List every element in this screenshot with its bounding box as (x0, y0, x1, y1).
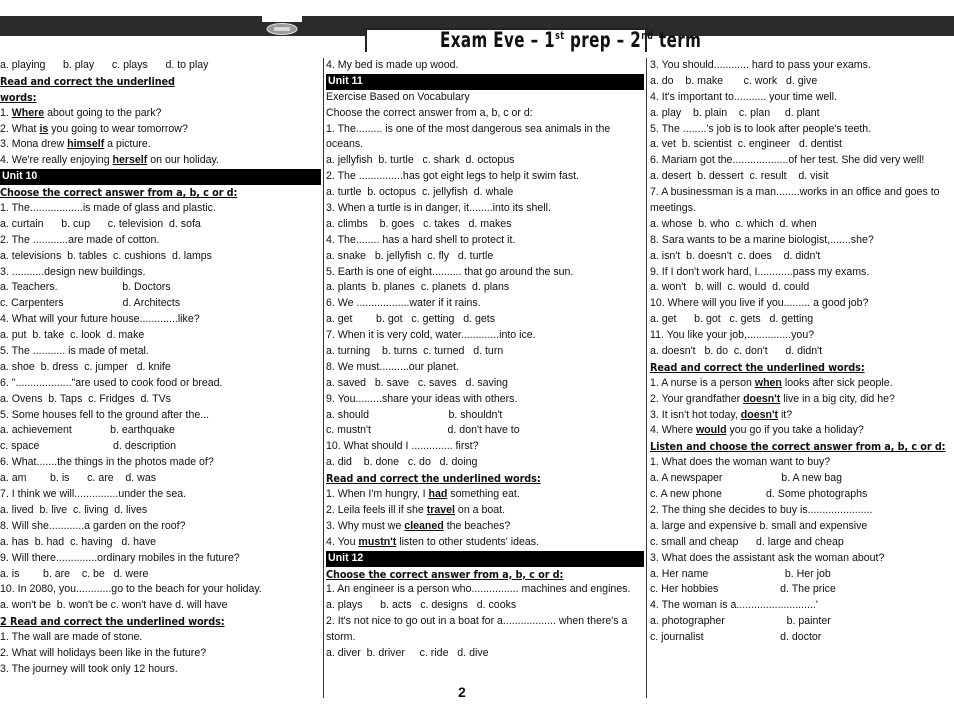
item-text: 1. (0, 106, 12, 119)
item-text: 2. Leila feels ill if she (326, 503, 427, 516)
text-line: 3. You should............ hard to pass your exams. (650, 59, 871, 71)
text-line: 5. The ........... is made of metal. (0, 345, 149, 358)
page-title: Exam Eve – 1st prep – 2nd term (440, 28, 702, 52)
text-line: 4. The woman is a...........................' (650, 599, 818, 612)
text-line: 3. What does the assistant ask the woman about? (650, 551, 885, 564)
text-line: Exercise Based on Vocabulary (326, 90, 470, 103)
correction-item (0, 153, 321, 169)
text-line: 4. The........ has a hard shell to protect it. (326, 233, 516, 246)
text-line: a. won't b. will c. would d. could (650, 281, 810, 294)
text-line: 5. Earth is one of eight.......... that go around the sun. (326, 265, 574, 278)
section-heading: Listen and choose the correct answer from a, b, c or d: (650, 440, 946, 454)
underlined-word: when (754, 376, 782, 389)
item-text: you go if you take a holiday? (726, 424, 864, 437)
text-line: storm. (326, 631, 356, 644)
text-line: a. isn't b. doesn't c. does d. didn't (650, 249, 821, 262)
text-line: a. get b. got c. gets d. getting (650, 313, 814, 326)
left-column (0, 58, 321, 678)
text-line: 2. The ...............has got eight legs to help it swim fast. (326, 170, 579, 183)
text-line: 10. Where will you live if you......... a good job? (650, 297, 869, 310)
text-line: a. desert b. dessert c. result d. visit (650, 170, 829, 183)
text-line: 3. The journey will took only 12 hours. (0, 662, 178, 675)
text-line: a. has b. had c. having d. have (0, 535, 157, 548)
text-line: 2. What will holidays been like in the future? (0, 646, 207, 659)
underlined-word: doesn't (740, 408, 778, 421)
correction-item (326, 535, 644, 551)
item-text: 3. Mona drew (0, 138, 68, 151)
text-line: a. Ovens b. Taps c. Fridges d. TVs (0, 392, 171, 405)
text-line: 10. What should I .............. first? (326, 440, 479, 453)
text-line: a. photographer b. painter (650, 615, 831, 628)
text-line: c. A new phone d. Some photographs (650, 488, 868, 501)
correction-item (0, 122, 321, 138)
text-line: a. play b. plain c. plan d. plant (650, 106, 820, 119)
text-line: 1. The wall are made of stone. (0, 631, 143, 644)
text-line: a. whose b. who c. which d. when (650, 217, 817, 230)
text-line: 1. The......... is one of the most dangerous sea animals in the (326, 122, 611, 135)
text-line: 4. It's important to........... your time well. (650, 90, 837, 103)
text-line: a. did b. done c. do d. doing (326, 456, 478, 469)
text-line: 3. ...........design new buildings. (0, 265, 146, 278)
underlined-word: would (695, 424, 727, 437)
section-heading: Choose the correct answer from a, b, c or d: (326, 567, 564, 581)
middle-column (326, 58, 644, 662)
page-header (0, 0, 954, 56)
correction-item (650, 408, 954, 424)
text-line: a. won't be b. won't be c. won't have d. will have (0, 599, 228, 612)
text-line: c. small and cheap d. large and cheap (650, 535, 844, 548)
text-line: a. Her name b. Her job (650, 567, 831, 580)
item-text: a picture. (104, 138, 151, 151)
section-heading: Read and correct the underlined (0, 74, 175, 88)
text-line: 2. It's not nice to go out in a boat for a.................. when there's a (326, 615, 628, 628)
text-line: a. vet b. scientist c. engineer d. dentist (650, 138, 842, 151)
correction-item (326, 487, 644, 503)
item-text: 2. Your grandfather (650, 392, 744, 405)
text-line: a. large and expensive b. small and expensive (650, 519, 868, 532)
text-line: a. plants b. planes c. planets d. plans (326, 281, 510, 294)
text-line: 5. The ........'s job is to look after people's teeth. (650, 122, 872, 135)
underlined-word: had (428, 488, 448, 501)
text-line: a. get b. got c. getting d. gets (326, 313, 496, 326)
item-text: 1. A nurse is a person (650, 376, 755, 389)
text-line: a. is b. are c. be d. were (0, 567, 149, 580)
correction-item (326, 519, 644, 535)
underlined-word: doesn't (743, 392, 781, 405)
text-line: c. journalist d. doctor (650, 631, 822, 644)
text-line: a. jellyfish b. turtle c. shark d. octopus (326, 154, 515, 167)
text-line: a. curtain b. cup c. television d. sofa (0, 217, 201, 230)
text-line: 6. We ..................water if it rains. (326, 297, 481, 310)
text-line: 1. What does the woman want to buy? (650, 456, 831, 469)
underlined-word: travel (426, 503, 455, 516)
text-line: meetings. (650, 202, 696, 215)
correction-item (0, 106, 321, 122)
text-line: 9. Will there..............ordinary mobiles in the future? (0, 551, 240, 564)
underlined-word: mustn't (358, 535, 397, 548)
text-line: a. do b. make c. work d. give (650, 74, 818, 87)
underlined-word: himself (67, 138, 105, 151)
text-line: a. turning b. turns c. turned d. turn (326, 345, 504, 358)
item-text: listen to other students' ideas. (396, 535, 540, 548)
item-text: 4. You (326, 535, 359, 548)
text-line: a. Teachers. b. Doctors (0, 281, 171, 294)
text-line: a. turtle b. octopus c. jellyfish d. whale (326, 186, 514, 199)
underlined-word: is (39, 122, 49, 135)
correction-item (0, 137, 321, 153)
page-number: 2 (458, 684, 466, 700)
correction-item (650, 376, 954, 392)
text-line: a. achievement b. earthquake (0, 424, 175, 437)
text-line: a. should b. shouldn't (326, 408, 503, 421)
section-heading: Read and correct the underlined words: (326, 472, 541, 486)
column-divider-right (646, 58, 647, 698)
text-line: 4. What will your future house.............like? (0, 313, 200, 326)
text-line: a. A newspaper b. A new bag (650, 472, 842, 485)
text-line: c. Carpenters d. Architects (0, 297, 181, 310)
item-text: on a boat. (454, 503, 506, 516)
unit-heading: Unit 12 (326, 551, 644, 567)
text-line: 2. The ............are made of cotton. (0, 233, 160, 246)
unit-heading: Unit 10 (0, 169, 321, 185)
item-text: on our holiday. (147, 154, 219, 167)
text-line: 7. A businessman is a man........works in an office and goes to (650, 186, 940, 199)
text-line: 7. I think we will...............under the sea. (0, 488, 187, 501)
text-line: 2. The thing she decides to buy is...................... (650, 503, 873, 516)
text-line: a. put b. take c. look d. make (0, 329, 145, 342)
item-text: the beaches? (443, 519, 511, 532)
text-line: a. diver b. driver c. ride d. dive (326, 646, 489, 659)
item-text: 3. Why must we (326, 519, 405, 532)
text-line: 3. When a turtle is in danger, it........into its shell. (326, 202, 551, 215)
item-text: about going to the park? (44, 106, 162, 119)
correction-item (326, 503, 644, 519)
text-line: a. saved b. save c. saves d. saving (326, 376, 508, 389)
underlined-word: herself (112, 154, 148, 167)
underlined-word: cleaned (404, 519, 444, 532)
text-line: 10. In 2080, you............go to the beach for your holiday. (0, 583, 262, 596)
text-line: oceans. (326, 138, 364, 151)
text-line: 6. Mariam got the...................of her test. She did very well! (650, 154, 925, 167)
item-text: 4. We're really enjoying (0, 154, 113, 167)
item-text: 2. What (0, 122, 40, 135)
text-line: 8. Sara wants to be a marine biologist,.......she? (650, 233, 874, 246)
item-text: looks after sick people. (781, 376, 893, 389)
text-line: a. televisions b. tables c. cushions d. lamps (0, 249, 212, 262)
text-line: 9. You.........share your ideas with others. (326, 392, 518, 405)
item-text: 3. It isn't hot today, (650, 408, 741, 421)
text-line: 7. When it is very cold, water.............into ice. (326, 329, 536, 342)
item-text: live in a big city, did he? (780, 392, 895, 405)
text-line: 9. If I don't work hard, I............pass my exams. (650, 265, 870, 278)
text-line: 1. An engineer is a person who................ machines and engines. (326, 583, 631, 596)
text-line: Choose the correct answer from a, b, c or d: (326, 106, 533, 119)
text-line: a. shoe b. dress c. jumper d. knife (0, 360, 171, 373)
text-line: c. Her hobbies d. The price (650, 583, 836, 596)
text-line: a. doesn't b. do c. don't d. didn't (650, 345, 823, 358)
item-text: something eat. (447, 488, 520, 501)
unit-heading: Unit 11 (326, 74, 644, 90)
text-line: 4. My bed is made up wood. (326, 59, 459, 71)
text-line: 1. The..................is made of glass and plastic. (0, 202, 216, 215)
text-line: c. space d. description (0, 440, 177, 453)
text-line: c. mustn't d. don't have to (326, 424, 520, 437)
right-column (650, 58, 954, 646)
text-line: 8. We must..........our planet. (326, 360, 459, 373)
section-heading: Read and correct the underlined words: (650, 360, 865, 374)
item-text: you going to wear tomorrow? (48, 122, 188, 135)
text-line: 11. You like your job,...............you? (650, 329, 815, 342)
text-line: 8. Will she............a garden on the roof? (0, 519, 186, 532)
correction-item (650, 423, 954, 439)
underlined-word: Where (11, 106, 45, 119)
correction-item (650, 392, 954, 408)
text-line: a. climbs b. goes c. takes d. makes (326, 217, 512, 230)
text-line: a. snake b. jellyfish c. fly d. turtle (326, 249, 494, 262)
item-text: 1. When I'm hungry, I (326, 488, 429, 501)
item-text: 4. Where (650, 424, 696, 437)
text-line: a. lived b. live c. living d. lives (0, 503, 148, 516)
section-heading: 2 Read and correct the underlined words: (0, 615, 225, 629)
text-line: a. playing b. play c. plays d. to play (0, 59, 209, 71)
text-line: 5. Some houses fell to the ground after the... (0, 408, 210, 421)
logo-icon (262, 22, 302, 36)
header-bar-left (0, 16, 262, 36)
text-line: a. am b. is c. are d. was (0, 472, 157, 485)
text-line: 6. What.......the things in the photos made of? (0, 456, 214, 469)
text-line: a. plays b. acts c. designs d. cooks (326, 599, 517, 612)
text-line: 6. "..................."are used to cook food or bread. (0, 376, 223, 389)
section-heading: Choose the correct answer from a, b, c or d: (0, 186, 238, 200)
section-heading: words: (0, 90, 37, 104)
item-text: it? (778, 408, 793, 421)
column-divider-left (323, 58, 324, 698)
